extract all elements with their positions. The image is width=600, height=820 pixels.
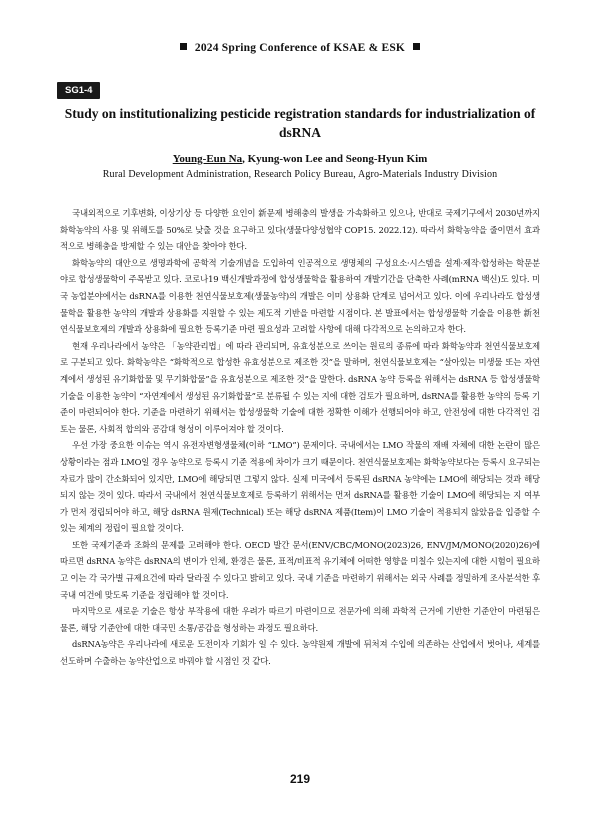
session-tag: SG1-4 — [57, 82, 100, 99]
conference-header — [0, 42, 600, 54]
author-line — [0, 153, 600, 165]
body-paragraph: 또한 국제기준과 조화의 문제를 고려해야 한다. OECD 발간 문서(ENV/CBC/MONO(2023)26, ENV/JM/MONO(2020)26)에 따르면 dsRNA 농약은 dsRNA의 변이가 인체, 환경은 물론, 표적/비표적 유기체에 어떠한 영향을 미칠수 있는지에 대한 시험이 필요하고 이는 각 국가별 규제요건에 따라 달라질 수 있다고 밝히고 있다. 국내 기준을 마련하기 위해서는 외국 사례를 정밀하게 조사분석한 후 국내 여건에 맞도록 기준을 정립해야 할 것이다. — [60, 539, 540, 600]
coauthors: , Kyung-won Lee and Seong-Hyun Kim — [242, 153, 428, 165]
body-paragraph: 국내외적으로 기후변화, 이상기상 등 다양한 요인이 新문제 병해충의 발생을 가속화하고 있으나, 반대로 국제기구에서 2030년까지 화학농약의 사용 및 위해도를 50%로 낮출 것을 요구하고 있다(생물다양성협약 COP15. 2022.12). 따라서 화학농약을 줄이면서 효과적으로 병해충을 방제할 수 있는 대안을 찾아야 한다. — [60, 208, 540, 252]
page-number: 219 — [289, 772, 311, 786]
square-bullet-icon — [413, 43, 420, 50]
paper-title: Study on institutionalizing pesticide registration standards for industrialization of dsRNA — [64, 106, 536, 140]
affiliation: Rural Development Administration, Research Policy Bureau, Agro-Materials Industry Division — [102, 169, 498, 180]
abstract-body — [60, 205, 540, 670]
body-paragraph: 화학농약의 대안으로 생명과학에 공학적 기술개념을 도입하여 인공적으로 생명체의 구성요소·시스템을 설계·제작·합성하는 학문분야로 합성생물학이 주목받고 있다. 코로나19 백신개발과정에 합성생물학을 활용하여 개발기간을 단축한 사례(mRNA 백신)도 있다. 미국 농업분야에서는 dsRNA를 이용한 천연식물보호제(생물농약)의 개발은 이미 상용화 단계로 넘어서고 있다. 이에 우리나라도 합성생물학을 활용한 농약의 개발과 상용화를 지원할 수 있는 제도적 기반을 마련할 시점이다. 본 발표에서는 합성생물학 기술을 이용한 新천연식물보호제의 개발과 상용화에 필요한 등록기준 마련 필요성과 고려할 사항에 대해 다각적으로 논의하고자 한다. — [60, 257, 540, 335]
square-bullet-icon — [180, 43, 187, 50]
body-paragraph: 현재 우리나라에서 농약은 「농약관리법」에 따라 관리되며, 유효성분으로 쓰이는 원료의 종류에 따라 화학농약과 천연식물보호제로 구분되고 있다. 화학농약은 “화학적으로 합성한 유효성분으로 제조한 것”을 말하며, 천연식물보호제는 “살아있는 미생물 또는 자연계에서 생성된 유기화합물 및 무기화합물”을 유효성분으로 제조한 것”을 말한다. dsRNA 농약 등록을 위해서는 dsRNA 등 합성생물학 기술을 이용한 농약이 “자연계에서 생성된 유기화합물”로 분류될 수 있는 지에 대한 검토가 필요하며, dsRNA를 활용한 농약의 등록 기준이 마련되어야 한다. 기준을 마련하기 위해서는 합성생물학 기술에 대한 정확한 이해가 선행되어야 하고, 안전성에 대한 다각적인 검토는 물론, 사회적 합의와 공감대 형성이 이루어져야 할 것이다. — [60, 340, 540, 434]
presenter-name: Young-Eun Na — [172, 153, 243, 165]
body-paragraph: 마지막으로 새로운 기술은 항상 부작용에 대한 우려가 따르기 마련이므로 전문가에 의해 과학적 근거에 기반한 기준안이 마련됨은 물론, 해당 기준안에 대한 대국민 소통/공감을 형성하는 과정도 필요하다. — [60, 606, 540, 633]
conference-name: 2024 Spring Conference of KSAE & ESK — [194, 42, 406, 54]
body-paragraph: dsRNA농약은 우리나라에 새로운 도전이자 기회가 일 수 있다. 농약원제 개발에 뒤처져 수입에 의존하는 산업에서 벗어나, 세계를 선도하며 수출하는 농약산업으로 바꿔야 할 시점인 것 같다. — [60, 639, 540, 667]
body-paragraph: 우선 가장 중요한 이슈는 역시 유전자변형생물체(이하 “LMO”) 문제이다. 국내에서는 LMO 작물의 재배 자체에 대한 논란이 많은 상황이라는 점과 LMO일 경우 농약으로 등록시 기준 적용에 차이가 크기 때문이다. 천연식물보호제는 화학농약보다는 등록시 요구되는 자료가 많이 간소화되어 있지만, LMO에 해당되면 그렇지 않다. 실제 미국에서 등록된 dsRNA 농약에는 LMO에 해당되는 것과 해당되지 않는 것이 있다. 따라서 국내에서 천연식물보호제로 등록하기 위해서는 먼저 dsRNA를 활용한 기술이 LMO에 해당되는 지 여부가 먼저 정립되어야 하고, 해당 dsRNA 원제(Technical) 또는 해당 dsRNA 제품(Item)이 LMO 기술이 적용되지 않았음을 입증할 수 있는 체계의 정립이 필요할 것이다. — [60, 440, 540, 534]
